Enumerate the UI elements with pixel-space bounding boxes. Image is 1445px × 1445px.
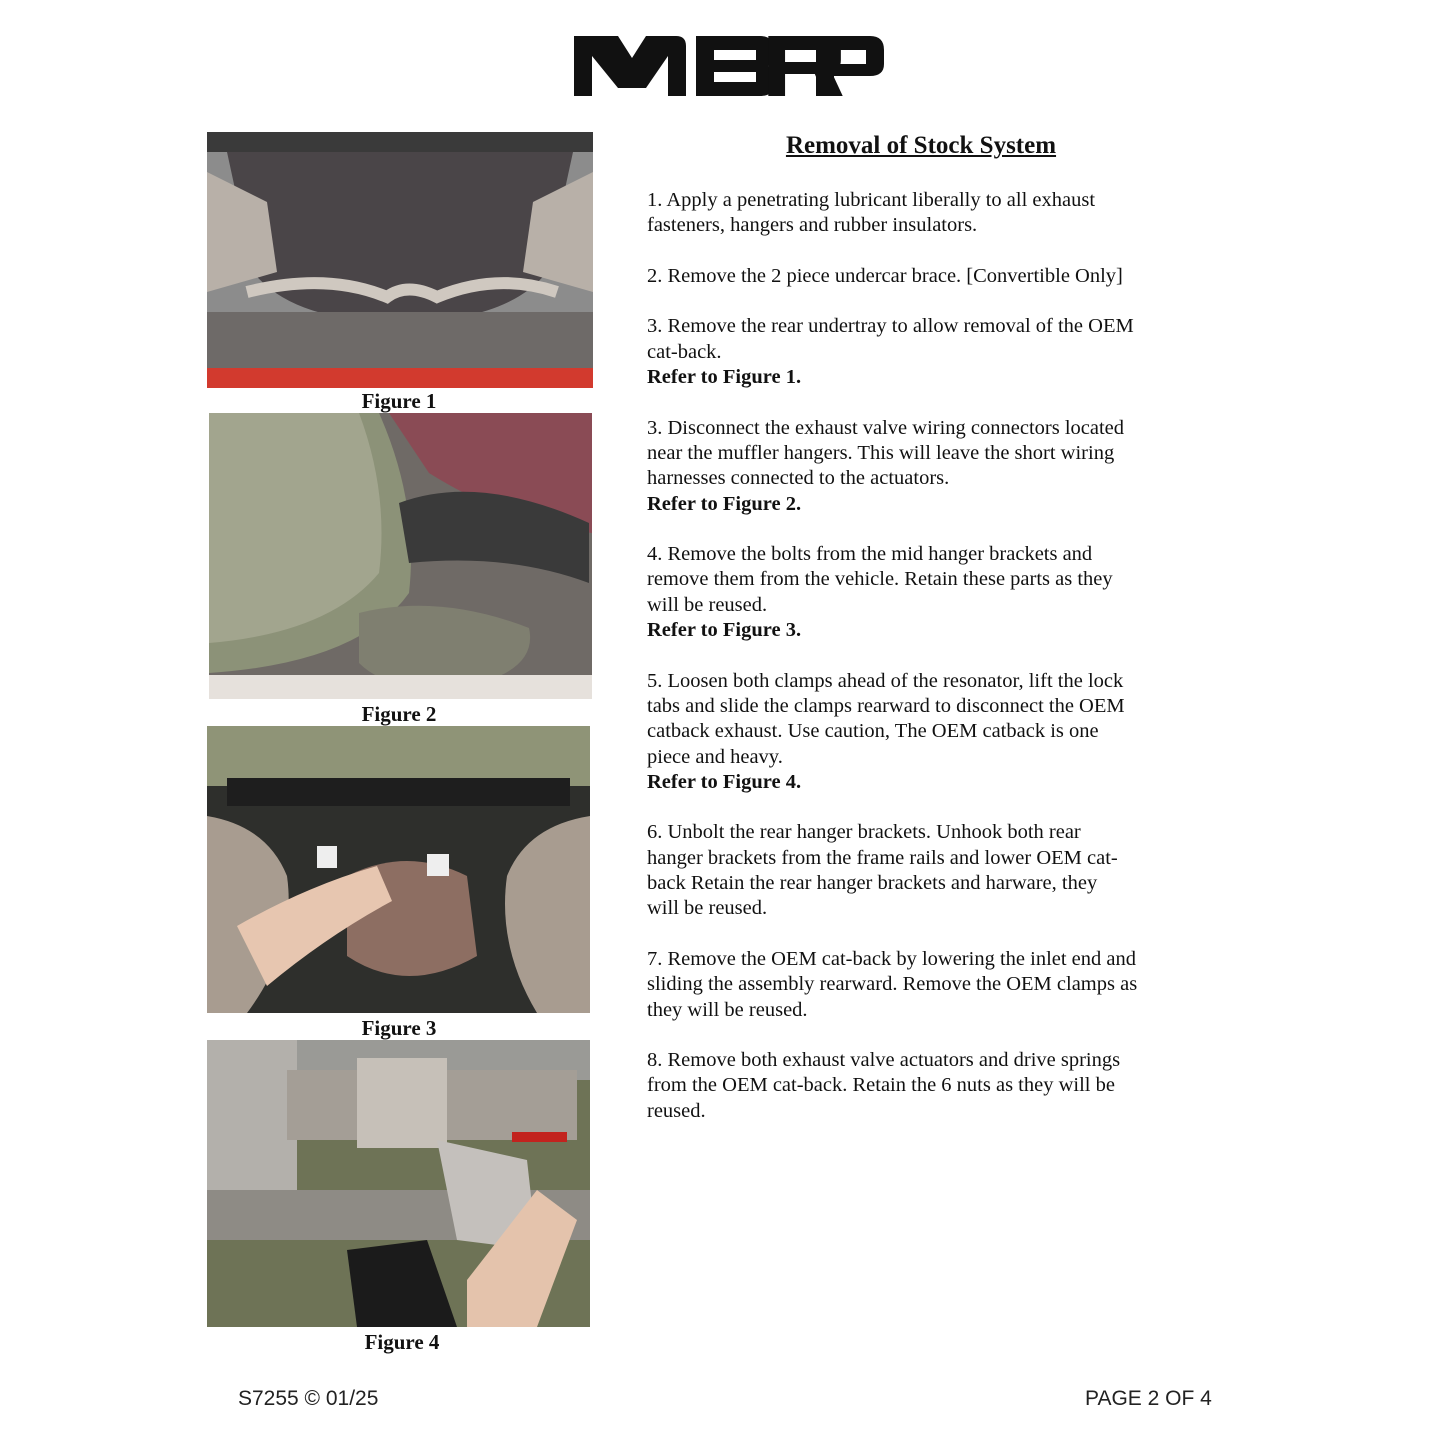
instruction-steps (647, 188, 1197, 1149)
step-item (647, 542, 1197, 643)
step-item (647, 947, 1197, 1023)
document-code: S7255 © 01/25 (238, 1387, 379, 1410)
figure-4-photo (207, 1040, 590, 1327)
step-text: 5. Loosen both clamps ahead of the resonator, lift the lock tabs and slide the clamps rearward to disconnect the OEM catback exhaust. Use caution, The OEM catback is one piece and heavy. (647, 669, 1125, 768)
step-item (647, 1048, 1197, 1124)
step-item (647, 264, 1197, 289)
step-figure-reference: Refer to Figure 1. (647, 366, 802, 389)
step-figure-reference: Refer to Figure 4. (647, 770, 802, 793)
step-item (647, 314, 1197, 390)
figure-2-photo (209, 413, 592, 699)
step-text: 7. Remove the OEM cat-back by lowering the inlet end and sliding the assembly rearward. Remove the OEM clamps as they will be reused. (647, 947, 1138, 1021)
figure-3-caption: Figure 3 (361, 1016, 437, 1040)
section-title: Removal of Stock System (785, 132, 1057, 159)
step-text: 4. Remove the bolts from the mid hanger brackets and remove them from the vehicle. Retain these parts as they will be reused. (647, 543, 1113, 616)
step-text: 3. Disconnect the exhaust valve wiring connectors located near the muffler hangers. This will leave the short wiring harnesses connected to the actuators. (647, 416, 1125, 490)
step-item (647, 669, 1197, 795)
step-text: 1. Apply a penetrating lubricant liberally to all exhaust fasteners, hangers and rubber insulators. (647, 189, 1096, 237)
figure-4-caption: Figure 4 (364, 1330, 440, 1354)
step-text: 6. Unbolt the rear hanger brackets. Unhook both rear hanger brackets from the frame rails and lower OEM cat- back Retain the rear hanger brackets and harware, they will be reused. (647, 821, 1118, 920)
figure-3-photo (207, 726, 590, 1013)
mbrp-logo (560, 30, 890, 102)
step-item (647, 416, 1197, 517)
step-figure-reference: Refer to Figure 2. (647, 492, 802, 515)
step-text: 2. Remove the 2 piece undercar brace. [Convertible Only] (647, 264, 1123, 287)
step-text: 8. Remove both exhaust valve actuators and drive springs from the OEM cat-back. Retain the 6 nuts as they will be reused. (647, 1049, 1121, 1122)
step-figure-reference: Refer to Figure 3. (647, 619, 802, 642)
figure-1-caption: Figure 1 (361, 389, 437, 413)
figure-2-caption: Figure 2 (361, 702, 437, 726)
figure-1-photo (207, 132, 593, 388)
step-item (647, 820, 1197, 921)
step-item (647, 188, 1197, 239)
page-number: PAGE 2 OF 4 (1085, 1387, 1212, 1410)
step-text: 3. Remove the rear undertray to allow removal of the OEM cat-back. (647, 315, 1134, 363)
